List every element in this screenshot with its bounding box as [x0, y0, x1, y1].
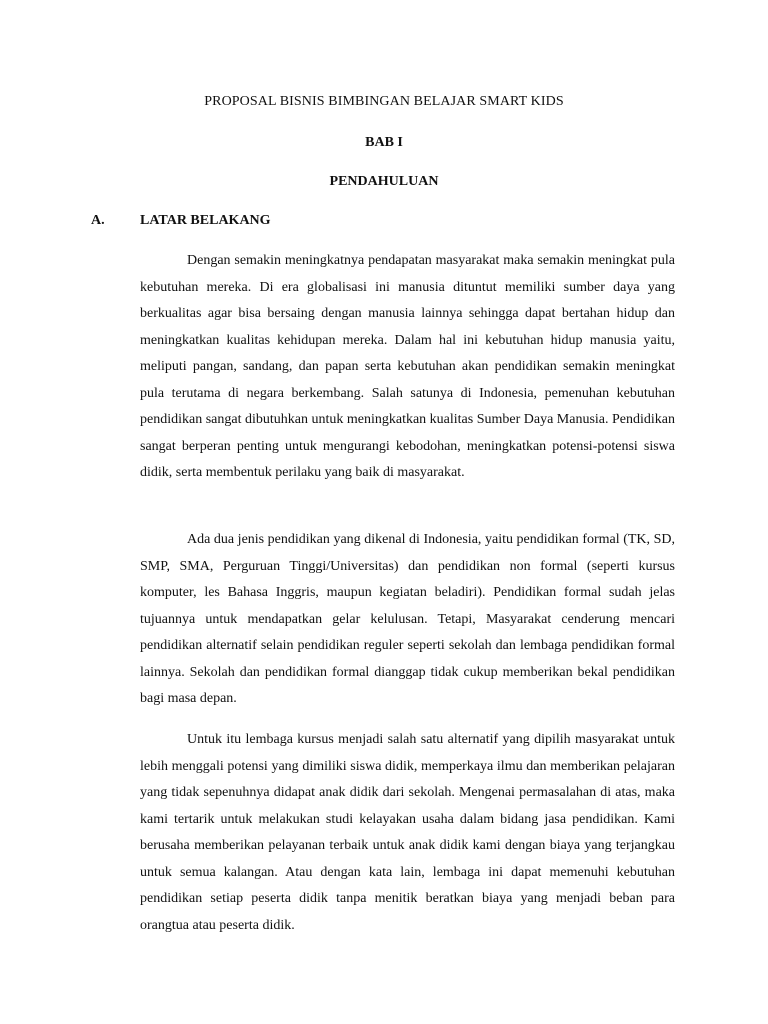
section-title: LATAR BELAKANG: [140, 213, 271, 228]
paragraph-2: Ada dua jenis pendidikan yang dikenal di Indonesia, yaitu pendidikan formal (TK, SD, SMP, SMA, Perguruan Tinggi/Universitas) dan pendidikan non formal (seperti kursus komputer, les Bahasa Inggris, maupun kegiatan beladiri). Pendidikan formal sudah jelas tujuannya untuk mendapatkan gelar kelulusan. Tetapi, Masyarakat cenderung mencari pendidikan alternatif selain pendidikan reguler seperti sekolah dan lembaga pendidikan formal lainnya. Sekolah dan pendidikan formal dianggap tidak cukup memberikan bekal pendidikan bagi masa depan.: [140, 532, 675, 706]
paragraph-1: Dengan semakin meningkatnya pendapatan masyarakat maka semakin meningkat pula kebutuhan mereka. Di era globalisasi ini manusia dituntut memiliki sumber daya yang berkualitas agar bisa bersaing dengan manusia lainnya sehingga dapat bertahan hidup dan meningkatkan kualitas kehidupan mereka. Dalam hal ini kebutuhan hidup manusia yaitu, meliputi pangan, sandang, dan papan serta kebutuhan akan pendidikan semakin meningkat pula terutama di negara berkembang. Salah satunya di Indonesia, pemenuhan kebutuhan pendidikan sangat dibutuhkan untuk meningkatkan kualitas Sumber Daya Manusia. Pendidikan sangat berperan penting untuk mengurangi kebodohan, meningkatkan potensi-potensi siswa didik, serta membentuk perilaku yang baik di masyarakat.: [140, 253, 676, 480]
chapter-title: PENDAHULUAN: [329, 174, 439, 189]
document-title: PROPOSAL BISNIS BIMBINGAN BELAJAR SMART KIDS: [204, 94, 564, 109]
chapter-heading: BAB I: [365, 135, 403, 150]
paragraph-3: Untuk itu lembaga kursus menjadi salah satu alternatif yang dipilih masyarakat untuk lebih menggali potensi yang dimiliki siswa didik, memperkaya ilmu dan memberikan pelajaran yang tidak sepenuhnya didapat anak didik dari sekolah. Mengenai permasalahan di atas, maka kami tertarik untuk melakukan studi kelayakan usaha dalam bidang jasa pendidikan. Kami berusaha memberikan pelayanan terbaik untuk anak didik kami dengan biaya yang terjangkau untuk semua kalangan. Atau dengan kata lain, lembaga ini dapat memenuhi kebutuhan pendidikan setiap peserta didik tanpa menitik beratkan biaya yang menjadi beban para orangtua atau peserta didik.: [140, 732, 675, 933]
section-letter: A.: [91, 213, 105, 228]
